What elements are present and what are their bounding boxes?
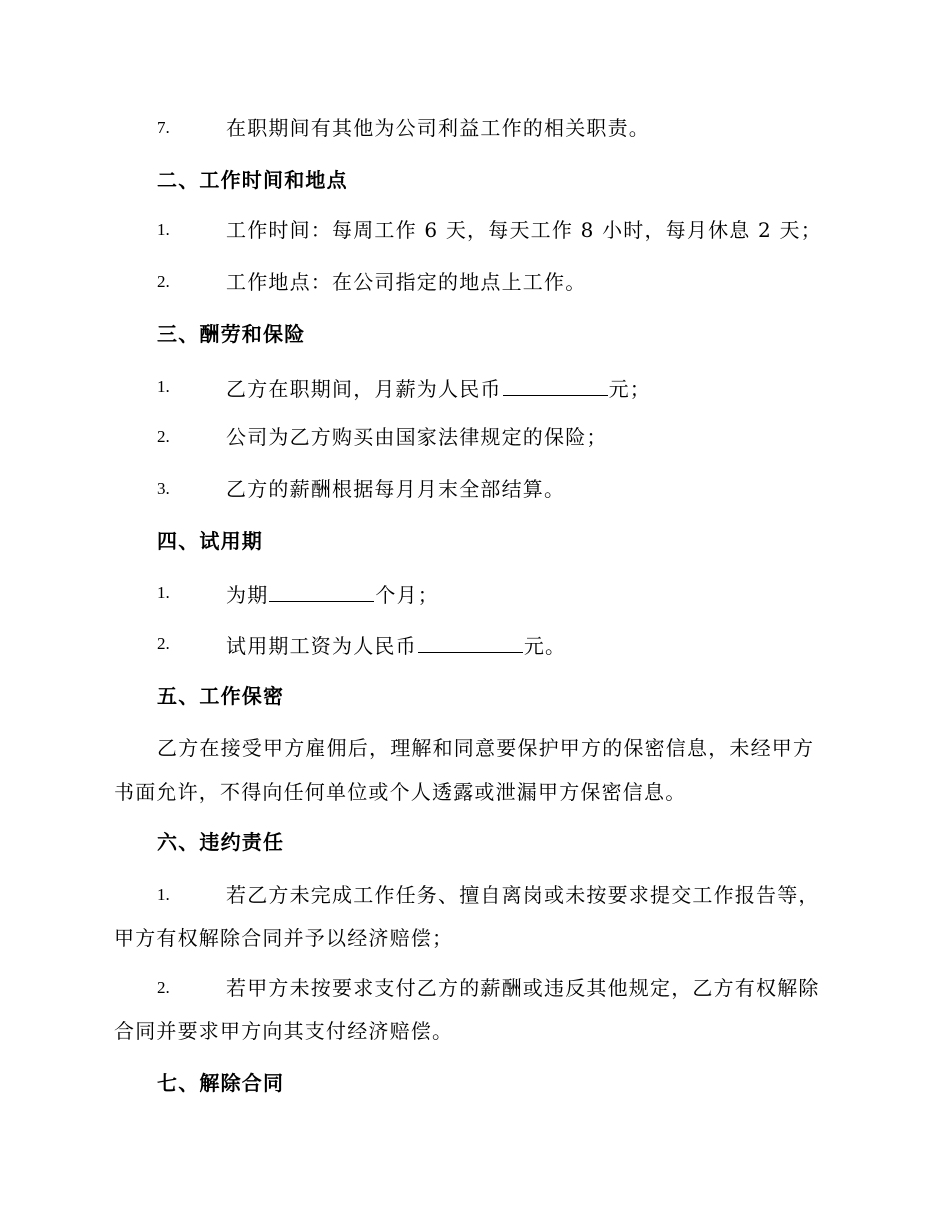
section-heading: 六、违约责任	[157, 830, 285, 854]
list-item-text: 乙方在职期间，月薪为人民币 元；	[226, 373, 651, 403]
list-item-text: 若乙方未完成工作任务、擅自离岗或未按要求提交工作报告等，	[226, 883, 820, 907]
list-number: 2.	[157, 978, 170, 997]
paragraph-line: 书面允许，不得向任何单位或个人透露或泄漏甲方保密信息。	[114, 780, 687, 804]
list-item-text: 工作地点：在公司指定的地点上工作。	[226, 270, 587, 294]
list-number: 1.	[157, 220, 170, 239]
list-number: 2.	[157, 272, 170, 291]
section-heading: 三、酬劳和保险	[157, 322, 306, 346]
list-number: 2.	[157, 427, 170, 446]
list-item-continuation: 合同并要求甲方向其支付经济赔偿。	[114, 1019, 454, 1043]
list-item-text: 若甲方未按要求支付乙方的薪酬或违反其他规定，乙方有权解除	[226, 976, 820, 1000]
list-item-text: 乙方的薪酬根据每月月末全部结算。	[226, 477, 566, 501]
section-heading: 五、工作保密	[157, 684, 285, 708]
section-heading: 二、工作时间和地点	[157, 168, 348, 192]
section-heading: 四、试用期	[157, 529, 263, 553]
list-number: 1.	[157, 583, 170, 602]
list-item-text: 试用期工资为人民币 元。	[226, 630, 566, 660]
fill-in-blank	[269, 579, 374, 602]
list-item-text: 为期 个月；	[226, 579, 439, 609]
section-heading: 七、解除合同	[157, 1071, 285, 1095]
list-number: 3.	[157, 479, 170, 498]
list-number: 1.	[157, 377, 170, 396]
list-item-continuation: 甲方有权解除合同并予以经济赔偿；	[114, 926, 454, 950]
list-item-text: 工作时间：每周工作 6 天，每天工作 8 小时，每月休息 2 天；	[226, 218, 822, 242]
list-number: 1.	[157, 885, 170, 904]
fill-in-blank	[503, 373, 608, 396]
list-item-text: 在职期间有其他为公司利益工作的相关职责。	[226, 116, 650, 140]
paragraph-line: 乙方在接受甲方雇佣后，理解和同意要保护甲方的保密信息，未经甲方	[157, 736, 815, 760]
list-number: 7.	[157, 118, 170, 137]
list-item-text: 公司为乙方购买由国家法律规定的保险；	[226, 425, 608, 449]
list-number: 2.	[157, 634, 170, 653]
fill-in-blank	[418, 630, 523, 653]
